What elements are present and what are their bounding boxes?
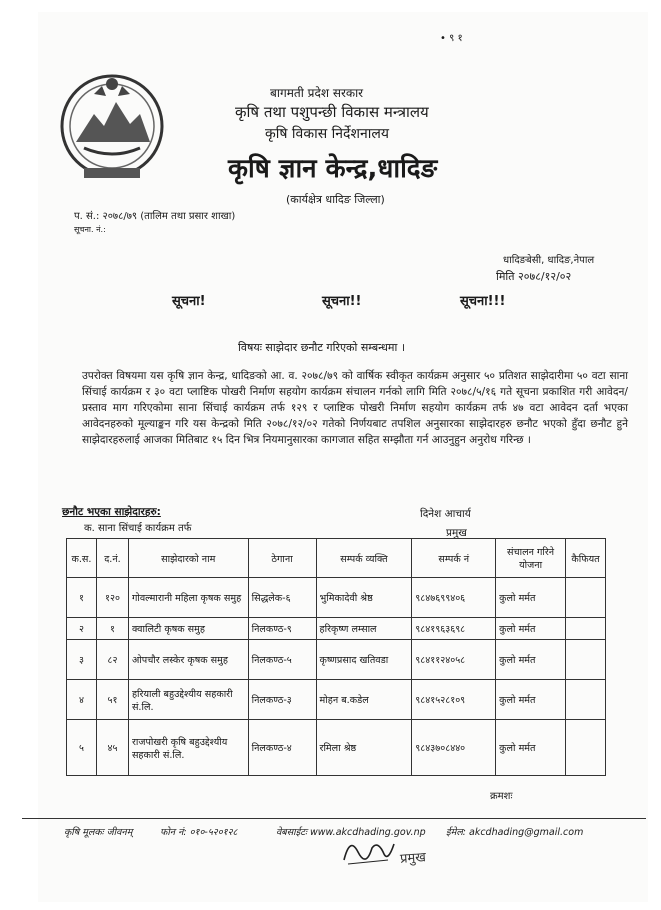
cell-partner: राजपोखरी कृषि बहुउद्देश्यीय सहकारी सं.लि. xyxy=(128,720,248,776)
cell-address: निलकण्ठ-४ xyxy=(248,720,316,776)
subject-line: विषयः साझेदार छनौट गरिएको सम्बन्धमा । xyxy=(238,341,406,354)
cell-remarks xyxy=(565,640,605,680)
table-row xyxy=(67,618,606,640)
table-row xyxy=(67,640,606,680)
cell-contact-no: ९८४१९६३६९८ xyxy=(412,618,496,640)
cell-partner: ओपचौर लस्केर कृषक समुह xyxy=(128,640,248,680)
table-row xyxy=(67,578,606,618)
selected-partners-title: छनौट भएका साझेदारहरु: xyxy=(62,506,161,518)
cell-partner: हरियाली बहुउद्देश्यीय सहकारी सं.लि. xyxy=(128,680,248,720)
cell-reg: ५१ xyxy=(96,680,128,720)
footer-website: वेबसाईटः www.akcdhading.gov.np xyxy=(276,827,426,838)
cell-contact-no: ९८४१५२८१०९ xyxy=(412,680,496,720)
cell-address: निलकण्ठ-९ xyxy=(248,618,316,640)
cell-reg: ४५ xyxy=(96,720,128,776)
cell-sn: ४ xyxy=(67,680,97,720)
cell-plan: कुलो मर्मत xyxy=(496,578,566,618)
ref-branch: (तालिम तथा प्रसार शाखा) xyxy=(140,211,236,222)
cell-reg: १ xyxy=(96,618,128,640)
header-province: बागमती प्रदेश सरकार xyxy=(270,86,364,100)
cell-partner: क्वालिटी कृषक समुह xyxy=(128,618,248,640)
cell-plan: कुलो मर्मत xyxy=(496,680,566,720)
cell-contact-no: ९८४११२४०५८ xyxy=(412,640,496,680)
cell-reg: ८२ xyxy=(96,640,128,680)
footer-phone: फोन नं: ०१०-५२०१२८ xyxy=(160,827,238,838)
col-header-sn: क.स. xyxy=(67,539,97,578)
cell-address: सिद्धलेक-६ xyxy=(248,578,316,618)
cell-contact-person: रमिला श्रेष्ठ xyxy=(316,720,412,776)
notice-heading-2: सूचना!! xyxy=(322,294,362,309)
cell-remarks xyxy=(565,720,605,776)
program-subtitle: क. साना सिंचाई कार्यक्रम तर्फ xyxy=(84,523,192,534)
continued-label: क्रमशः xyxy=(490,791,513,802)
office-title: कृषि ज्ञान केन्द्र,धादिङ xyxy=(228,154,438,184)
col-header-contact-no: सम्पर्क नं xyxy=(412,539,496,578)
header-ministry: कृषि तथा पशुपन्छी विकास मन्त्रालय xyxy=(235,103,429,121)
cell-contact-person: मोहन ब.कडेल xyxy=(316,680,412,720)
reference-number xyxy=(74,208,235,222)
cell-sn: ५ xyxy=(67,720,97,776)
challan-number: सूचना. नं.: xyxy=(74,225,106,234)
cell-remarks xyxy=(565,618,605,640)
cell-contact-person: भुमिकादेवी श्रेष्ठ xyxy=(316,578,412,618)
col-header-reg: द.नं. xyxy=(96,539,128,578)
notice-heading-3: सूचना!!! xyxy=(460,294,506,309)
signature-icon xyxy=(338,830,398,870)
table-header-row xyxy=(67,539,606,578)
cell-sn: २ xyxy=(67,618,97,640)
office-location: धादिङबेसी, धादिङ,नेपाल xyxy=(503,255,595,266)
cell-plan: कुलो मर्मत xyxy=(496,640,566,680)
nepal-emblem-icon xyxy=(54,64,170,188)
footer-motto: कृषि मूलकः जीवनम् xyxy=(64,827,133,838)
cell-sn: १ xyxy=(67,578,97,618)
cell-plan: कुलो मर्मत xyxy=(496,720,566,776)
notice-body: उपरोक्त विषयमा यस कृषि ज्ञान केन्द्र, धादिङको आ. व. २०७८/७९ को वार्षिक स्वीकृत कार्यक्रम अनुसार ५० प्रतिशत साझेदारीमा ५० वटा साना सिंचाई कार्यक्रम र ३० वटा प्लाष्टिक पोखरी निर्माण सहयोग कार्यक्रम संचालन गर्नको लागि मिति २०७८/५/१६ गते सूचना प्रकाशित गरी आवेदन/प्रस्ताव माग गरिएकोमा साना सिंचाई कार्यक्रम तर्फ १२९ र प्लाष्टिक पोखरी निर्माण सहयोग कार्यक्रम तर्फ ४७ वटा आवेदन दर्ता भएका आवेदनहरुको मूल्याङ्कन गरि यस केन्द्रको मिति २०७८/१२/०२ गतेको निर्णयबाट तपशिल अनुसारका साझेदारहरु छनौट भएको हुँदा छनौट हुने साझेदारहरुलाई आजका मितिबाट १५ दिन भित्र नियमानुसारका कागजात सहित सम्झौता गर्न आउनुहुन अनुरोध गरिन्छ । xyxy=(82,370,628,446)
cell-remarks xyxy=(565,680,605,720)
col-header-address: ठेगाना xyxy=(248,539,316,578)
cell-contact-person: कृष्णप्रसाद खतिवडा xyxy=(316,640,412,680)
cell-sn: ३ xyxy=(67,640,97,680)
footer-email: ईमेल: akcdhading@gmail.com xyxy=(446,827,584,838)
notice-date: मिति २०७८/१२/०२ xyxy=(496,270,572,283)
cell-plan: कुलो मर्मत xyxy=(496,618,566,640)
col-header-partner: साझेदारको नाम xyxy=(128,539,248,578)
table-row xyxy=(67,720,606,776)
col-header-contact-person: सम्पर्क व्यक्ति xyxy=(316,539,412,578)
cell-address: निलकण्ठ-५ xyxy=(248,640,316,680)
office-area: (कार्यक्षेत्र धादिङ जिल्ला) xyxy=(286,193,385,206)
col-header-plan: संचालन गरिने योजना xyxy=(496,539,566,578)
cell-remarks xyxy=(565,578,605,618)
signatory-name: दिनेश आचार्य xyxy=(420,508,471,520)
cell-address: निलकण्ठ-३ xyxy=(248,680,316,720)
cell-partner: गोवल्मारानी महिला कृषक समुह xyxy=(128,578,248,618)
cell-contact-no: ९८४७६९९४०६ xyxy=(412,578,496,618)
partners-table xyxy=(66,538,606,776)
cell-contact-no: ९८४३७०८४४० xyxy=(412,720,496,776)
table-row xyxy=(67,680,606,720)
signatory-role: प्रमुख xyxy=(446,527,467,539)
header-directorate: कृषि विकास निर्देशनालय xyxy=(265,126,389,142)
cell-reg: १२० xyxy=(96,578,128,618)
footer-divider xyxy=(22,818,646,819)
cell-contact-person: हरिकृष्ण लम्साल xyxy=(316,618,412,640)
notice-heading-1: सूचना! xyxy=(172,294,206,309)
ref-number: प. सं.: २०७८/७९ xyxy=(74,211,138,222)
stamp-text: प्रमुख xyxy=(399,850,427,867)
col-header-remarks: कैफियत xyxy=(565,539,605,578)
corner-mark: • ९ १ xyxy=(440,33,463,44)
